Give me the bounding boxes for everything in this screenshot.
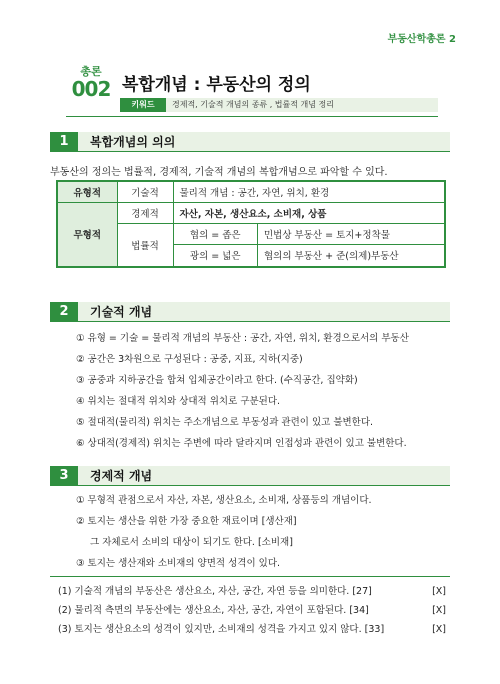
quiz-item: [58, 620, 446, 639]
list-item: ④ 위치는 절대적 위치와 상대적 위치로 구분된다.: [76, 396, 281, 407]
quiz-question: (2) 물리적 측면의 부동산에는 생산요소, 자산, 공간, 자연이 포함된다. [34]: [58, 605, 369, 616]
table-cell-tangible: 유형적: [57, 181, 117, 202]
legal-narrow-label: 협의 = 좁은: [174, 224, 258, 245]
keyword-bar: [120, 98, 438, 112]
list-item: 그 자체로서 소비의 대상이 되기도 한다. [소비재]: [90, 537, 293, 548]
table-cell-technical-def: 물리적 개념 : 공간, 자연, 위치, 환경: [173, 181, 445, 202]
running-header: 부동산학총론 2: [387, 34, 456, 45]
keyword-text: 경제적, 기술적 개념의 종류 , 법률적 개념 정리: [172, 100, 334, 109]
section-1-number: 1: [50, 132, 78, 152]
section-2-list: [76, 328, 409, 454]
section-2-number: 2: [50, 302, 78, 322]
list-item: ② 토지는 생산을 위한 가장 중요한 재료이며 [생산재]: [76, 516, 297, 527]
quiz-item: [58, 601, 446, 620]
list-item: ⑥ 상대적(경제적) 위치는 주변에 따라 달라지며 인접성과 관련이 있고 불변한다.: [76, 438, 407, 449]
table-cell-technical: 기술적: [117, 181, 173, 202]
legal-narrow-def: 민법상 부동산 = 토지+정착물: [258, 224, 445, 245]
list-item: ③ 공중과 지하공간을 합쳐 입체공간이라고 한다. (수직공간, 집약화): [76, 375, 358, 386]
section-1-title: 복합개념의 의의: [90, 135, 176, 149]
section-1-intro: 부동산의 정의는 법률적, 경제적, 기술적 개념의 복합개념으로 파악할 수 있다.: [50, 167, 388, 178]
section-3-number: 3: [50, 466, 78, 486]
quiz-question: (1) 기술적 개념의 부동산은 생산요소, 자산, 공간, 자연 등을 의미한다. [27]: [58, 586, 372, 597]
legal-subtable: [174, 224, 445, 266]
concept-table: [56, 180, 446, 268]
list-item: ⑤ 절대적(물리적) 위치는 주소개념으로 부동성과 관련이 있고 불변한다.: [76, 417, 374, 428]
quiz-box: [58, 582, 446, 639]
lesson-tag-label: 총론: [80, 65, 102, 78]
list-item: ① 유형 = 기술 = 물리적 개념의 부동산 : 공간, 자연, 위치, 환경으로서의 부동산: [76, 333, 409, 344]
quiz-top-rule: [50, 576, 450, 577]
table-cell-economic: 경제적: [117, 202, 173, 223]
legal-broad-def: 협의의 부동산 + 준(의제)부동산: [258, 245, 445, 266]
list-item: ① 무형적 관점으로서 자산, 자본, 생산요소, 소비재, 상품등의 개념이다.: [76, 495, 372, 506]
quiz-item: [58, 582, 446, 601]
quiz-answer: [X]: [432, 605, 446, 616]
table-cell-legal: 법률적: [117, 223, 173, 267]
section-3-list: [76, 490, 372, 574]
section-3-header: [50, 466, 450, 486]
quiz-answer: [X]: [432, 586, 446, 597]
legal-subtable-cell: [173, 223, 445, 267]
section-1-header: [50, 132, 450, 152]
table-row: [57, 202, 445, 223]
section-3-title: 경제적 개념: [90, 469, 153, 483]
lesson-tag: [66, 66, 116, 100]
table-row: [57, 181, 445, 202]
section-2-title: 기술적 개념: [90, 305, 153, 319]
legal-broad-label: 광의 = 넓은: [174, 245, 258, 266]
list-item: ③ 토지는 생산재와 소비재의 양면적 성격이 있다.: [76, 558, 281, 569]
table-cell-economic-def: 자산, 자본, 생산요소, 소비재, 상품: [173, 202, 445, 223]
keyword-label: 키워드: [120, 98, 166, 112]
list-item: ② 공간은 3차원으로 구성된다 : 공중, 지표, 지하(지중): [76, 354, 303, 365]
quiz-answer: [X]: [432, 624, 446, 635]
quiz-question: (3) 토지는 생산요소의 성격이 있지만, 소비재의 성격을 가지고 있지 않다. [33]: [58, 624, 385, 635]
lesson-number: 002: [71, 77, 111, 101]
section-2-header: [50, 302, 450, 322]
lesson-title: 복합개념 : 부동산의 정의: [122, 75, 311, 95]
title-divider: [66, 116, 438, 117]
table-cell-intangible: 무형적: [57, 202, 117, 267]
